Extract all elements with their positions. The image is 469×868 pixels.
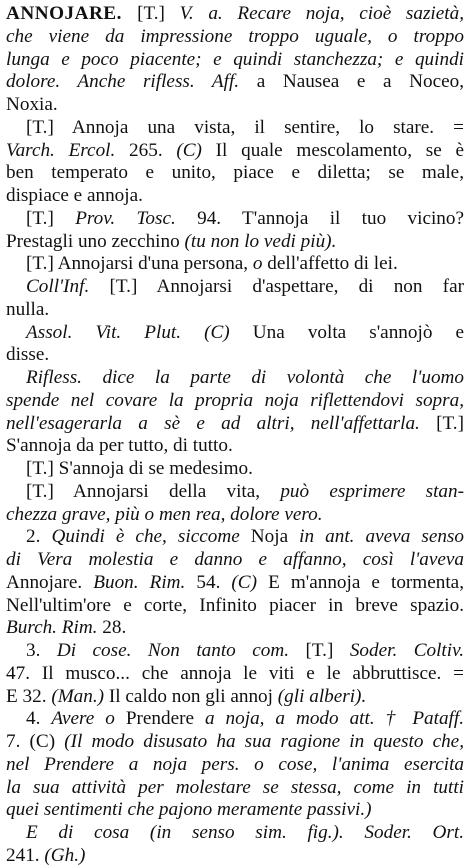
- text-run: 54.: [196, 571, 232, 593]
- text-run: [T.]: [305, 640, 350, 661]
- text-run: [T.] S'annoja di se medesimo.: [26, 458, 253, 479]
- text-line: [6, 595, 464, 618]
- text-line: [6, 94, 464, 117]
- text-line: [6, 208, 464, 231]
- text-run: [T.]: [137, 3, 180, 24]
- text-line: [6, 367, 464, 390]
- text-line: [6, 686, 464, 709]
- text-line: [6, 344, 464, 367]
- text-run: [T.] Annojarsi d'aspettare, di non far: [109, 276, 464, 297]
- italic-text: o: [252, 253, 268, 275]
- text-line: [6, 49, 464, 72]
- text-run: [T.]: [436, 412, 464, 434]
- text-line: [6, 731, 464, 754]
- italic-text: che viene da impressione troppo uguale, o troppo: [6, 25, 464, 47]
- text-line: [6, 322, 464, 345]
- italic-text: Vera molestia e danno e affanno, così l'aveva: [37, 549, 464, 570]
- text-run: E 32.: [6, 685, 52, 707]
- text-line: [6, 276, 464, 299]
- text-line: [6, 617, 464, 640]
- italic-text: lunga e poco piacente; e quindi stanchezza; e quindi: [6, 48, 464, 70]
- text-run: S'annoja da per tutto, di tutto.: [6, 435, 233, 457]
- italic-text: Prendere a noja pers. o cose, l'anima esercita: [44, 753, 464, 775]
- entry-headword: ANNOJARE.: [6, 3, 138, 24]
- italic-text: E di cosa (in senso sim. fig.). Soder. Ort.: [26, 822, 464, 843]
- italic-text: in ant. aveva senso: [299, 526, 464, 548]
- italic-text: (gli alberi).: [277, 685, 367, 707]
- text-run: 2.: [26, 526, 52, 548]
- italic-text: Burch. Rim.: [6, 617, 103, 639]
- italic-text: a noja, a modo att. † Pataff.: [205, 708, 464, 730]
- italic-text: quei sentimenti che pajono meramente passivi.): [6, 799, 372, 821]
- text-line: [6, 458, 464, 481]
- italic-text: Rifless. dice la parte di volontà che l'uomo: [26, 367, 464, 388]
- text-run: Il caldo non gli annoj: [108, 685, 278, 707]
- italic-text: Buon. Rim.: [93, 571, 197, 593]
- text-run: 47. Il musco... che annoja le viti e le abbruttisce. =: [6, 662, 464, 684]
- text-run: [T.] Annoja una vista, il sentire, lo stare. =: [26, 116, 464, 138]
- text-run: Prestagli uno zecchino: [6, 230, 185, 252]
- text-line: [6, 140, 464, 163]
- italic-text: spende nel covare la propria noja riflettendovi sopra,: [6, 389, 464, 411]
- italic-text: la sua attività per molestare se stessa, come in tutti: [6, 776, 464, 798]
- text-line: [6, 504, 464, 527]
- text-run: disse.: [6, 344, 50, 366]
- text-line: [6, 822, 464, 845]
- italic-text: Assol. Vit. Plut. (C): [26, 321, 253, 343]
- text-line: [6, 777, 464, 800]
- italic-text: (Gh.): [44, 844, 86, 866]
- italic-text: Varch. Ercol.: [6, 139, 130, 161]
- dictionary-entry-annojare: [6, 3, 464, 868]
- italic-text: V. a. Recare noja, cioè sazietà,: [179, 3, 464, 24]
- italic-text: (C): [231, 571, 269, 593]
- italic-text: Soder. Coltiv.: [349, 640, 464, 661]
- text-line: [6, 435, 464, 458]
- text-line: [6, 572, 464, 595]
- text-run: [T.] Annojarsi d'una persona,: [26, 253, 253, 275]
- text-run: ben temperato e unito, piace e diletta; se male,: [6, 162, 464, 184]
- text-run: Nell'ultim'ore e corte, Infinito piacer in breve spazio.: [6, 594, 464, 616]
- italic-text: può esprimere stan-: [280, 480, 464, 502]
- text-line: [6, 549, 464, 572]
- text-run: Una volta s'annojò e: [252, 321, 464, 343]
- italic-text: Prov. Tosc.: [75, 207, 198, 229]
- text-run: 265.: [129, 139, 177, 161]
- text-line: [6, 299, 464, 322]
- italic-text: (C): [176, 139, 216, 161]
- italic-text: nell'esagerarla a sè e ad altri, nell'affettarla.: [6, 412, 437, 434]
- text-run: a Nausea e a Noceo,: [256, 71, 464, 93]
- italic-text: Coll'Inf.: [26, 276, 110, 297]
- italic-text: di: [6, 549, 38, 570]
- text-line: [6, 708, 464, 731]
- text-line: [6, 253, 464, 276]
- text-line: [6, 231, 464, 254]
- text-run: 241.: [6, 844, 45, 866]
- text-line: [6, 413, 464, 436]
- text-line: [6, 26, 464, 49]
- text-run: Il quale mescolamento, se è: [215, 139, 464, 161]
- text-run: dell'affetto di lei.: [267, 253, 398, 275]
- text-line: [6, 526, 464, 549]
- italic-text: (Man.): [51, 685, 109, 707]
- italic-text: nel: [6, 753, 45, 775]
- text-line: [6, 162, 464, 185]
- text-run: 28.: [102, 617, 127, 639]
- text-run: E m'annoja e tormenta,: [268, 571, 464, 593]
- text-run: 3.: [26, 640, 57, 661]
- text-line: [6, 663, 464, 686]
- text-run: nulla.: [6, 298, 50, 320]
- text-run: Noja: [250, 526, 300, 548]
- text-run: Prendere: [125, 708, 205, 730]
- italic-text: Quindi è che, siccome: [51, 526, 251, 548]
- text-line: [6, 754, 464, 777]
- italic-text: Avere o: [51, 708, 126, 730]
- italic-text: (tu non lo vedi più).: [184, 230, 337, 252]
- text-run: 94. T'annoja il tuo vicino?: [197, 207, 464, 229]
- text-line: [6, 845, 464, 868]
- italic-text: (Il modo disusato ha sua ragione in questo che,: [64, 731, 464, 752]
- italic-text: Di cose. Non tanto com.: [56, 640, 306, 661]
- text-line: [6, 640, 464, 663]
- text-line: [6, 117, 464, 140]
- text-run: [T.] Annojarsi della vita,: [26, 480, 281, 502]
- text-line: [6, 71, 464, 94]
- text-run: 4.: [26, 708, 52, 730]
- italic-text: chezza grave, più o men rea, dolore vero.: [6, 503, 323, 525]
- italic-text: dolore. Anche rifless. Aff.: [6, 71, 257, 93]
- text-line: [6, 390, 464, 413]
- text-run: 7. (C): [6, 731, 65, 752]
- text-line: [6, 185, 464, 208]
- text-line: [6, 3, 464, 26]
- text-run: Annojare.: [6, 571, 94, 593]
- text-line: [6, 481, 464, 504]
- text-run: dispiace e annoja.: [6, 185, 143, 206]
- text-run: [T.]: [26, 207, 76, 229]
- text-run: Noxia.: [6, 94, 58, 115]
